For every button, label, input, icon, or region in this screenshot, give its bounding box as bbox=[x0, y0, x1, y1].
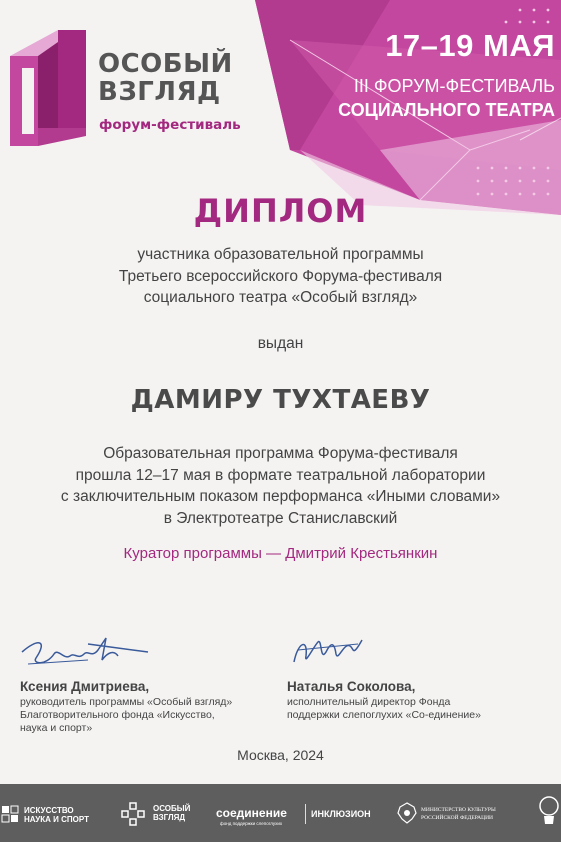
logo-text: МИНИСТЕРСТВО КУЛЬТУРЫ bbox=[421, 807, 496, 813]
program-line: прошла 12–17 мая в формате театральной лаборатории bbox=[75, 466, 486, 484]
signature-1-icon bbox=[18, 630, 153, 672]
art-science-sport-logo-icon bbox=[0, 804, 20, 824]
diploma-title: ДИПЛОМ bbox=[193, 192, 368, 230]
osobyi-vzglyad-logo bbox=[153, 804, 190, 822]
coat-of-arms-icon bbox=[396, 801, 418, 825]
signer-2 bbox=[287, 679, 547, 722]
brand-subtitle: форум-фестиваль bbox=[99, 117, 241, 133]
signer-2-role-line: исполнительный директор Фонда bbox=[287, 696, 451, 708]
participant-description bbox=[0, 244, 561, 309]
program-description bbox=[0, 443, 561, 529]
city-year: Москва, 2024 bbox=[237, 747, 324, 763]
logo-text: ВЗГЛЯД bbox=[153, 813, 186, 822]
signer-1 bbox=[20, 679, 280, 735]
signer-1-role-line: наука и спорт» bbox=[20, 722, 93, 734]
inkluzion-logo: ИНКЛЮЗИОН bbox=[311, 809, 371, 819]
signer-1-role-line: Благотворительного фонда «Искусство, bbox=[20, 709, 215, 721]
signer-1-role-line: руководитель программы «Особый взгляд» bbox=[20, 696, 233, 708]
soedinenie-logo: соединение bbox=[216, 806, 287, 820]
partner-logos-bar bbox=[0, 784, 561, 842]
signer-1-name: Ксения Дмитриева, bbox=[20, 679, 150, 694]
participant-line: участника образовательной программы bbox=[137, 246, 424, 263]
participant-line: Третьего всероссийского Форума-фестиваля bbox=[118, 267, 443, 285]
soedinenie-logo-sub: фонд поддержки слепоглухих bbox=[220, 821, 283, 826]
osobyi-vzglyad-logo-icon bbox=[120, 801, 150, 827]
event-name-line1: III ФОРУМ-ФЕСТИВАЛЬ bbox=[353, 76, 555, 96]
logo-divider bbox=[305, 804, 306, 824]
event-name-line2: СОЦИАЛЬНОГО ТЕАТРА bbox=[338, 100, 555, 120]
logo-text: ИСКУССТВО bbox=[24, 806, 74, 815]
event-dates: 17–19 МАЯ bbox=[385, 28, 555, 63]
issued-label: выдан bbox=[257, 335, 304, 352]
curator-line: Куратор программы — Дмитрий Крестьянкин bbox=[123, 545, 438, 562]
brand-title-line2: ВЗГЛЯД bbox=[98, 77, 221, 107]
logo-text: ОСОБЫЙ bbox=[153, 804, 191, 813]
brand-title bbox=[98, 50, 268, 106]
logo-text: НАУКА И СПОРТ bbox=[24, 815, 89, 824]
recipient-name: ДАМИРУ ТУХТАЕВУ bbox=[130, 385, 431, 415]
signer-2-name: Наталья Соколова, bbox=[287, 679, 416, 694]
brand-title-line1: ОСОБЫЙ bbox=[98, 49, 233, 79]
ministry-of-culture-logo bbox=[421, 806, 496, 822]
program-line: Образовательная программа Форума-фестиваля bbox=[103, 445, 458, 462]
signer-2-role-line: поддержки слепоглухих «Со-единение» bbox=[287, 709, 481, 721]
program-line: с заключительным показом перформанса «Иными словами» bbox=[60, 488, 501, 505]
signature-2-icon bbox=[288, 632, 368, 672]
logo-frame-icon bbox=[8, 28, 88, 148]
program-line: в Электротеатре Станиславский bbox=[163, 509, 398, 527]
art-science-sport-logo bbox=[24, 806, 89, 824]
grant-logo-icon bbox=[538, 794, 560, 830]
participant-line: социального театра «Особый взгляд» bbox=[143, 289, 418, 306]
logo-text: РОССИЙСКОЙ ФЕДЕРАЦИИ bbox=[421, 815, 494, 821]
